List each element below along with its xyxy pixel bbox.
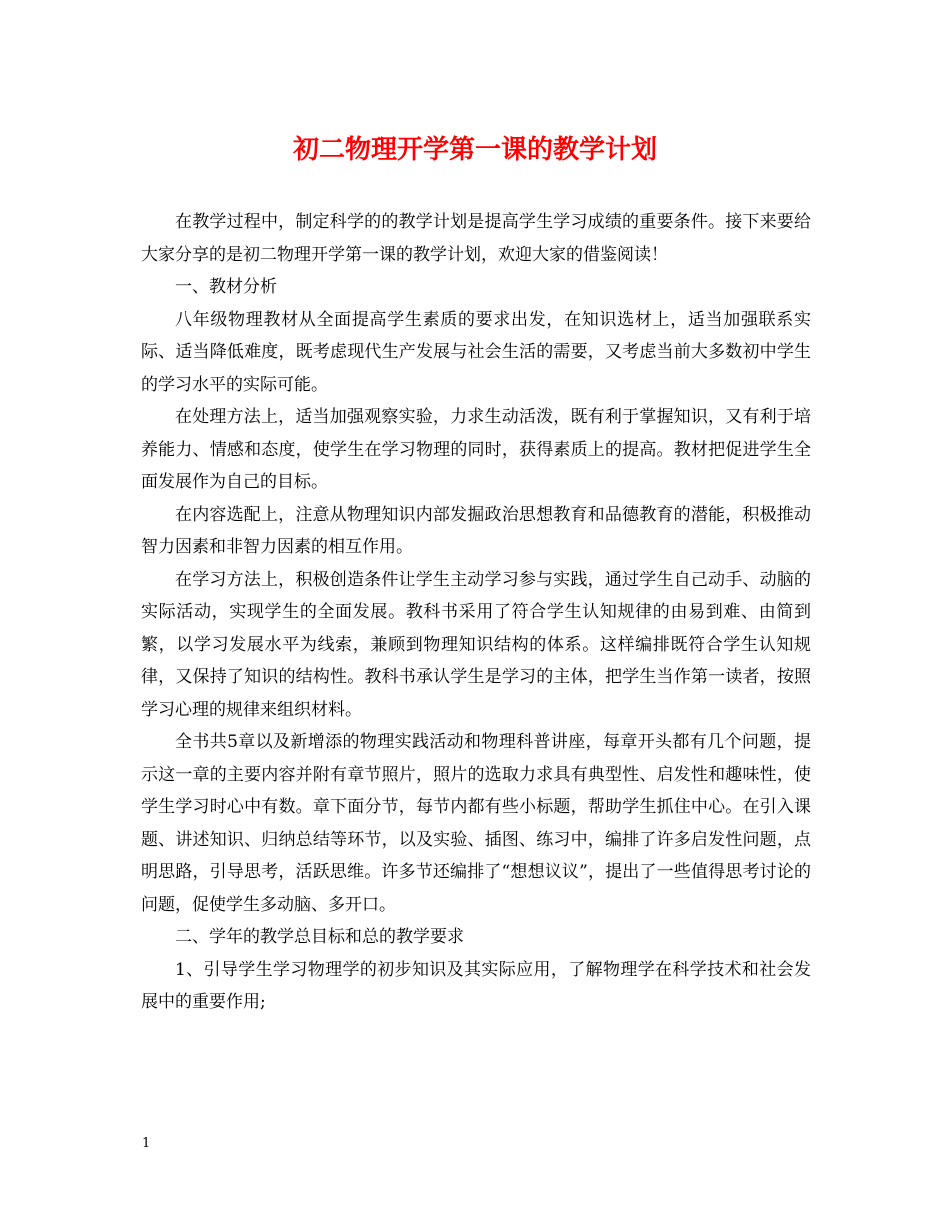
section-heading-teaching-goals: 二、学年的教学总目标和总的教学要求 [175,927,464,947]
document-body [141,206,811,1019]
paragraph-learning-method: 在学习方法上，积极创造条件让学生主动学习参与实践，通过学生自己动手、动脑的实际活动，实现学生的全面发展。教科书采用了符合学生认知规律的由易到难、由简到繁，以学习发展水平为线索，兼顾到物理知识结构的体系。这样编排既符合学生认知规律，又保持了知识的结构性。教科书承认学生是学习的主体，把学生当作第一读者，按照学习心理的规律来组织材料。 [141,569,811,720]
intro-paragraph: 在教学过程中，制定科学的的教学计划是提高学生学习成绩的重要条件。接下来要给大家分享的是初二物理开学第一课的教学计划，欢迎大家的借鉴阅读！ [141,212,811,265]
paragraph-textbook-overview: 八年级物理教材从全面提高学生素质的要求出发，在知识选材上，适当加强联系实际、适当降低难度，既考虑现代生产发展与社会生活的需要，又考虑当前大多数初中学生的学习水平的实际可能。 [141,309,811,395]
paragraph-goal-1: 1、引导学生学习物理学的初步知识及其实际应用，了解物理学在科学技术和社会发展中的重要作用; [141,959,811,1012]
paragraph-content-selection: 在内容选配上，注意从物理知识内部发掘政治思想教育和品德教育的潜能，积极推动智力因素和非智力因素的相互作用。 [141,504,811,557]
paragraph-processing-method: 在处理方法上，适当加强观察实验，力求生动活泼，既有利于掌握知识，又有利于培养能力、情感和态度，使学生在学习物理的同时，获得素质上的提高。教材把促进学生全面发展作为自己的目标。 [141,407,811,492]
paragraph-book-structure: 全书共5章以及新增添的物理实践活动和物理科普讲座，每章开头都有几个问题，提示这一章的主要内容并附有章节照片，照片的选取力求具有典型性、启发性和趣味性，使学生学习时心中有数。章下面分节，每节内都有些小标题，帮助学生抓住中心。在引入课题、讲述知识、归纳总结等环节，以及实验、插图、练习中，编排了许多启发性问题，点明思路，引导思考，活跃思维。许多节还编排了“想想议议”，提出了一些值得思考讨论的问题，促使学生多动脑、多开口。 [141,732,811,915]
page-number: 1 [142,1136,151,1151]
document-title: 初二物理开学第一课的教学计划 [292,135,657,165]
section-heading-textbook-analysis: 一、教材分析 [175,277,277,297]
